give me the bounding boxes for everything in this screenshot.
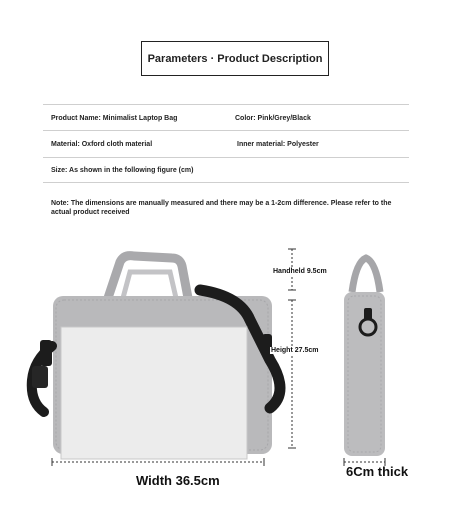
section-title: Parameters · Product Description (141, 41, 329, 76)
height-label: Height 27.5cm (271, 347, 319, 354)
side-bag-image (344, 258, 385, 456)
spec-size: Size: As shown in the following figure (cm) (51, 167, 194, 174)
spec-product-name: Product Name: Minimalist Laptop Bag (51, 115, 178, 122)
thickness-label: 6Cm thick (346, 464, 409, 479)
spec-material: Material: Oxford cloth material (51, 141, 153, 148)
front-bag-image (32, 256, 280, 459)
width-label: Width 36.5cm (136, 473, 220, 488)
spec-color: Color: Pink/Grey/Black (235, 115, 311, 122)
measurement-note: Note: The dimensions are manually measured and there may be a 1-2cm difference. Please refer to the actual product received (51, 200, 392, 216)
handheld-label: Handheld 9.5cm (273, 268, 327, 275)
spec-inner-material: Inner material: Polyester (237, 141, 319, 148)
